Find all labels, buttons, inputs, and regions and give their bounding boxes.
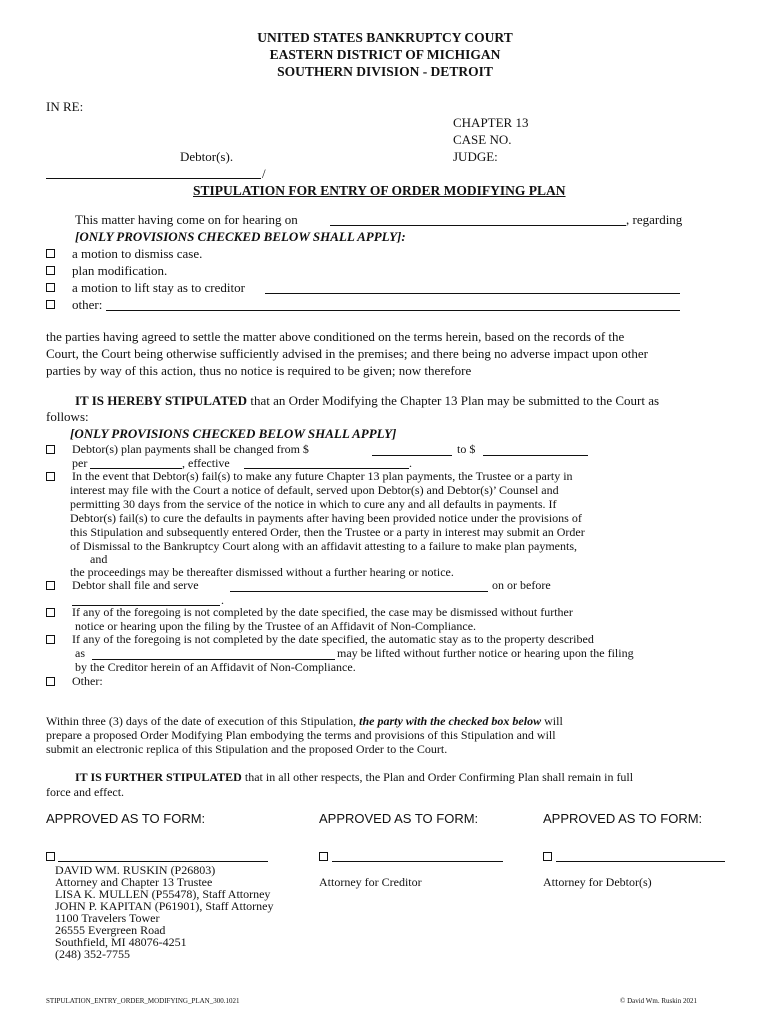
agreement-line-1: the parties having agreed to settle the matter above conditioned on the terms herein, based on the records of the (46, 329, 625, 344)
default-checkbox[interactable] (46, 472, 55, 481)
agreement-line-3: parties by way of this action, thus no notice is required to be given; now therefore (46, 363, 472, 378)
foregoing1-line-2: notice or hearing upon the filing by the Trustee of an Affidavit of Non-Compliance. (75, 619, 477, 633)
court-name: UNITED STATES BANKRUPTCY COURT (257, 30, 513, 45)
plan-modification-checkbox[interactable] (46, 266, 55, 275)
trustee-line-3: LISA K. MULLEN (P55478), Staff Attorney (55, 887, 271, 901)
trustee-line-5: 1100 Travelers Tower (55, 911, 160, 925)
follows-text: follows: (46, 409, 89, 424)
other-provision-text: Other: (72, 674, 103, 688)
further-lead: IT IS FURTHER STIPULATED (75, 770, 242, 784)
footer-form-id: STIPULATION_ENTRY_ORDER_MODIFYING_PLAN_300.1021 (46, 997, 240, 1005)
judge-label: JUDGE: (453, 149, 498, 164)
option-lift-stay: a motion to lift stay as to creditor (72, 280, 245, 295)
file-serve-text: Debtor shall file and serve (72, 578, 199, 592)
other-field[interactable] (106, 310, 680, 311)
payment-to-field[interactable] (483, 455, 588, 456)
within-line-2: prepare a proposed Order Modifying Plan embodying the terms and provisions of this Stipulation and will (46, 728, 556, 742)
hearing-text: This matter having come on for hearing on (75, 212, 298, 227)
default-line-2: interest may file with the Court a notice of default, served upon Debtor(s) and Debtor(s)’ Counsel and (70, 483, 559, 497)
approved-debtor-label: APPROVED AS TO FORM: (543, 811, 703, 826)
creditor-signature-line[interactable] (332, 861, 503, 862)
stipulated-rest: that an Order Modifying the Chapter 13 Plan may be submitted to the Court as (247, 393, 660, 408)
foregoing2-as: as (75, 646, 85, 660)
payments-to: to $ (457, 442, 476, 456)
trustee-line-7: Southfield, MI 48076-4251 (55, 935, 187, 949)
in-re-label: IN RE: (46, 99, 84, 114)
payments-checkbox[interactable] (46, 445, 55, 454)
hearing-date-field[interactable] (330, 225, 626, 226)
only-provisions-heading: [ONLY PROVISIONS CHECKED BELOW SHALL APPLY]: (75, 229, 406, 244)
effective-period: . (409, 456, 412, 470)
file-period: . (221, 593, 224, 607)
further-line-1 (75, 771, 633, 783)
lift-stay-checkbox[interactable] (46, 283, 55, 292)
trustee-line-2: Attorney and Chapter 13 Trustee (55, 875, 213, 889)
stipulated-line (75, 394, 659, 407)
option-plan-modification: plan modification. (72, 263, 168, 278)
further-rest: that in all other respects, the Plan and Order Confirming Plan shall remain in full (241, 770, 634, 784)
dismissed-line: the proceedings may be thereafter dismissed without a further hearing or notice. (70, 565, 454, 579)
option-dismiss: a motion to dismiss case. (72, 246, 203, 261)
foregoing2-line-1: If any of the foregoing is not completed by the date specified, the automatic stay as to the property described (72, 632, 594, 646)
trustee-checkbox[interactable] (46, 852, 55, 861)
approved-trustee-label: APPROVED AS TO FORM: (46, 811, 206, 826)
trustee-line-1: DAVID WM. RUSKIN (P26803) (55, 863, 216, 877)
trustee-line-6: 26555 Evergreen Road (55, 923, 166, 937)
creditor-field[interactable] (265, 293, 680, 294)
footer-copyright: © David Wm. Ruskin 2021 (620, 997, 697, 1005)
foregoing1-line-1: If any of the foregoing is not completed by the date specified, the case may be dismissed without further (72, 605, 573, 619)
other-provision-checkbox[interactable] (46, 677, 55, 686)
caption-close: / (262, 166, 266, 181)
default-line-4: Debtor(s) fail(s) to cure the defaults in payments after having been provided notice under the provisions of (70, 511, 582, 525)
further-line-2: force and effect. (46, 785, 125, 799)
caption-rule (46, 178, 261, 179)
foregoing-stay-checkbox[interactable] (46, 635, 55, 644)
within-b: the party with the checked box below (359, 714, 542, 728)
dismiss-case-checkbox[interactable] (46, 249, 55, 258)
other-checkbox[interactable] (46, 300, 55, 309)
district-name: EASTERN DISTRICT OF MICHIGAN (269, 47, 501, 62)
debtors-label: Debtor(s). (180, 149, 234, 164)
creditor-checkbox[interactable] (319, 852, 328, 861)
payments-text: Debtor(s) plan payments shall be changed from $ (72, 442, 309, 456)
default-line-1: In the event that Debtor(s) fail(s) to make any future Chapter 13 plan payments, the Trustee or a party in (72, 469, 573, 483)
foregoing2-line-3: by the Creditor herein of an Affidavit of Non-Compliance. (75, 660, 356, 674)
division-name: SOUTHERN DIVISION - DETROIT (277, 64, 493, 79)
effective-text: , effective (182, 456, 230, 470)
debtor-checkbox[interactable] (543, 852, 552, 861)
stipulated-lead: IT IS HEREBY STIPULATED (75, 393, 248, 408)
trustee-signature-line[interactable] (58, 861, 268, 862)
default-line-5: this Stipulation and subsequently entered Order, then the Trustee or a party in interest may submit an Order (70, 525, 585, 539)
payment-from-field[interactable] (372, 455, 452, 456)
foregoing2-line-2: may be lifted without further notice or hearing upon the filing (337, 646, 634, 660)
creditor-attorney-label: Attorney for Creditor (319, 875, 422, 889)
trustee-line-8: (248) 352-7755 (55, 947, 130, 961)
per-text: per (72, 456, 88, 470)
file-serve-field[interactable] (230, 591, 488, 592)
debtor-signature-line[interactable] (556, 861, 725, 862)
agreement-line-2: Court, the Court being otherwise sufficiently advised in the premises; and there being no adverse impact upon other (46, 346, 648, 361)
approved-creditor-label: APPROVED AS TO FORM: (319, 811, 479, 826)
chapter-label: CHAPTER 13 (453, 115, 529, 130)
option-other: other: (72, 297, 103, 312)
within-line-1 (46, 715, 563, 727)
foregoing-dismiss-checkbox[interactable] (46, 608, 55, 617)
within-c: will (541, 714, 563, 728)
default-line-3: permitting 30 days from the service of the notice in which to cure any and all defaults in payments. If (70, 497, 557, 511)
within-line-3: submit an electronic replica of this Stipulation and the proposed Order to the Court. (46, 742, 448, 756)
regarding-text: , regarding (626, 212, 683, 227)
debtor-attorney-label: Attorney for Debtor(s) (543, 875, 652, 889)
file-serve-checkbox[interactable] (46, 581, 55, 590)
and-text: and (90, 552, 108, 566)
within-a: Within three (3) days of the date of execution of this Stipulation, (46, 714, 360, 728)
document-title: STIPULATION FOR ENTRY OF ORDER MODIFYING PLAN (193, 183, 566, 198)
provisions-heading-2: [ONLY PROVISIONS CHECKED BELOW SHALL APPLY] (70, 426, 397, 441)
default-line-6: of Dismissal to the Bankruptcy Court along with an affidavit attesting to a failure to make plan payments, (70, 539, 577, 553)
trustee-line-4: JOHN P. KAPITAN (P61901), Staff Attorney (55, 899, 274, 913)
case-no-label: CASE NO. (453, 132, 512, 147)
on-or-before-text: on or before (492, 578, 551, 592)
